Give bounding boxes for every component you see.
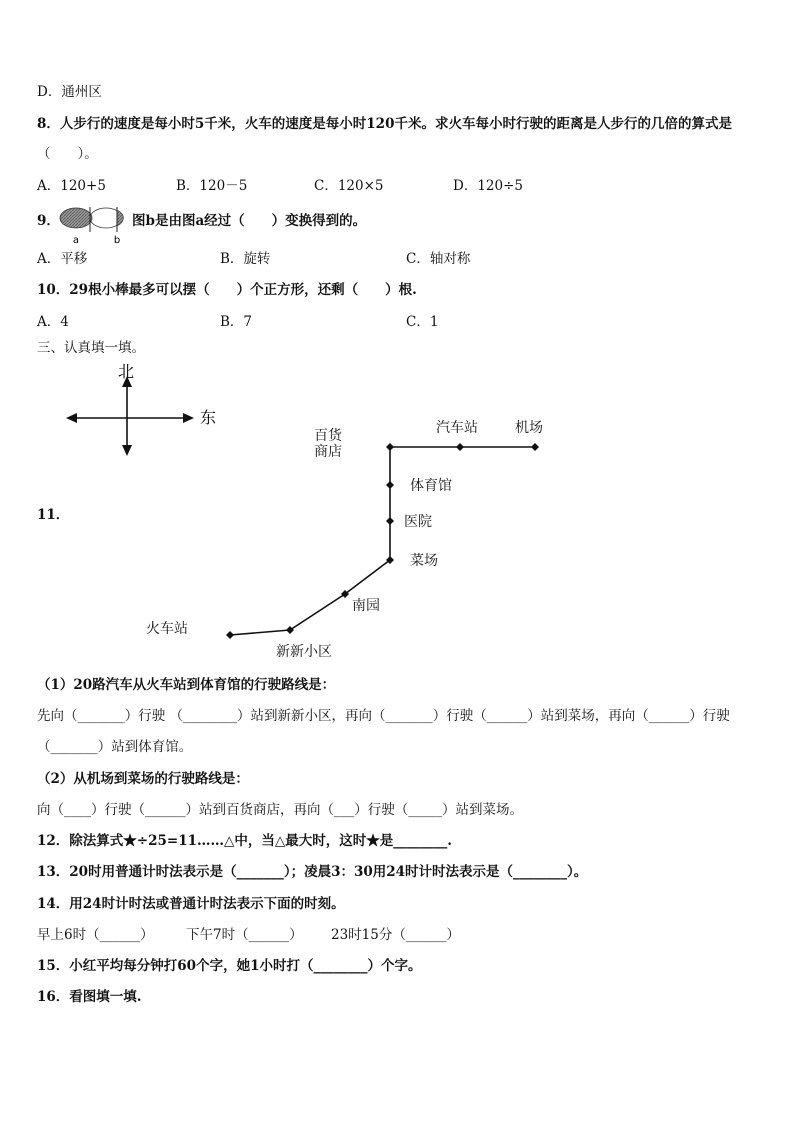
stop-markers [226,443,539,639]
department-store-marker [386,443,394,451]
q13-stem: 13．20时用普通计时法表示是（_______）；凌晨3：30用24时计时法表示是（________）。 [37,864,588,880]
q9-label-b: b [113,235,121,245]
q14-item-1: 早上6时（______） [37,927,154,943]
q10-option-c: C．1 [406,314,439,330]
label-stadium: 体育馆 [410,478,452,494]
q14-item-3: 23时15分（______） [331,927,460,943]
q8-option-d: D．120÷5 [453,178,523,194]
q15-stem: 15．小红平均每分钟打60个字，她1小时打（________）个字。 [37,958,422,974]
q10-stem: 10．29根小棒最多可以摆（ ）个正方形，还剩（ ）根. [37,282,417,298]
hospital-marker [386,517,394,525]
q9-option-a: A．平移 [37,251,88,267]
q11-part2-title: （2）从机场到菜场的行驶路线是： [37,771,249,787]
q16-stem: 16．看图填一填. [37,989,142,1005]
figure-b-shape [90,207,123,232]
bus-route [230,447,535,635]
q9-option-c: C．轴对称 [406,251,471,267]
xinxin-marker [286,626,294,634]
q10-option-a: A．4 [37,314,69,330]
q11-number: 11． [37,507,70,523]
east-arrow-icon [183,413,194,423]
label-xinxin: 新新小区 [276,644,332,660]
bus-station-marker [456,443,464,451]
label-market: 菜场 [410,553,438,569]
q10-option-b: B．7 [220,314,253,330]
q9-stem: 图b是由图a经过（ ）变换得到的。 [132,213,367,229]
section3-title: 三、认真填一填。 [37,340,145,356]
q8-option-c: C．120×5 [314,178,384,194]
q8-blank: （ ）。 [37,146,98,162]
compass [66,362,216,456]
q14-stem: 14．用24时计时法或普通计时法表示下面的时刻。 [37,896,345,912]
label-nanyuan: 南园 [352,598,380,614]
q8-stem: 8．人步行的速度是每小时5千米，火车的速度是每小时120千米。求火车每小时行驶的距离是人步行的几倍的算式是 [37,116,732,132]
q11-part1-line1: 先向（_______）行驶 （________）站到新新小区，再向（_______）行驶（______）站到菜场，再向（______）行驶 [37,708,730,724]
q14-item-2: 下午7时（______） [186,927,303,943]
q11-part1-line2: （_______）站到体育馆。 [37,739,193,755]
label-hospital: 医院 [404,514,432,530]
q9-label-a: a [72,235,80,245]
compass-east: 东 [200,408,217,427]
west-arrow-icon [66,413,77,423]
q11-part1-title: （1）20路汽车从火车站到体育馆的行驶路线是： [37,677,336,693]
compass-north: 北 [118,362,135,381]
airport-marker [531,443,539,451]
label-train-station: 火车站 [146,621,188,637]
figure-a-shape [60,207,92,232]
q8-option-a: A．120+5 [37,178,106,194]
train-station-marker [226,631,234,639]
q11-map [60,362,580,662]
label-department-store-1: 百货 [314,428,342,444]
q11-part2-line: 向（____）行驶（______）站到百货商店，再向（___）行驶（_____）站到菜场。 [37,802,523,818]
q7-option-d: D．通州区 [37,84,102,100]
q12-stem: 12．除法算式★÷25=11……△中，当△最大时，这时★是________. [37,833,452,849]
label-airport: 机场 [515,420,543,436]
q8-option-b: B．120－5 [176,178,248,194]
stadium-marker [386,481,394,489]
q9-figure [57,205,135,245]
q9-number: 9． [37,213,60,229]
q9-option-b: B．旋转 [220,251,271,267]
south-arrow-icon [122,445,132,456]
label-department-store-2: 商店 [314,444,342,460]
label-bus-station: 汽车站 [436,420,478,436]
